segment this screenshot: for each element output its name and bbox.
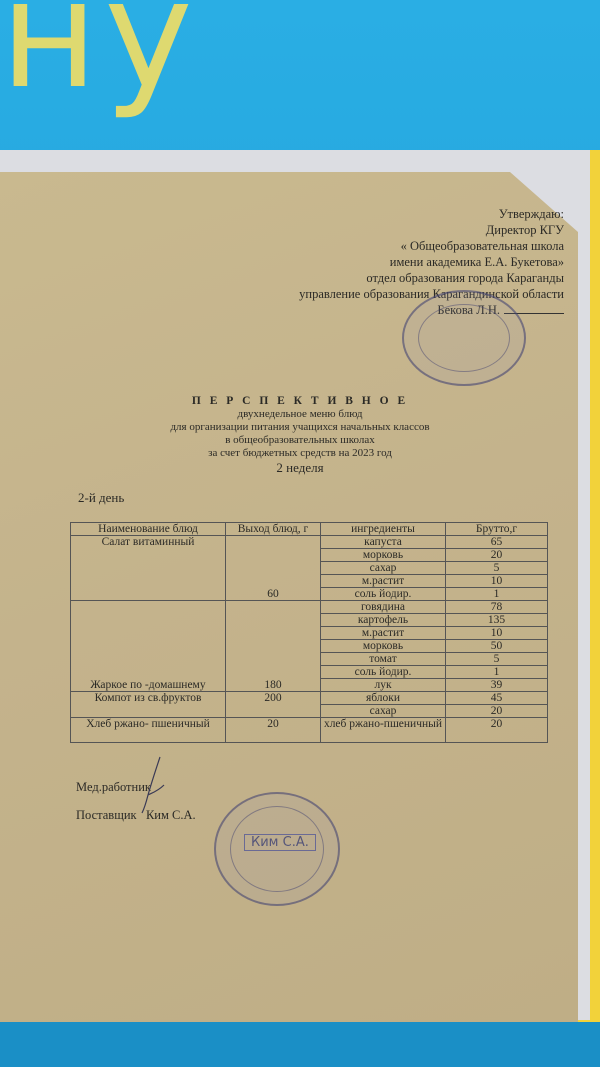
- ingredient: картофель: [321, 614, 446, 627]
- ingredient: соль йодир.: [321, 588, 446, 601]
- document-title: [120, 395, 480, 476]
- week-label: 2 неделя: [276, 460, 324, 475]
- approval-line: отдел образования города Караганды: [366, 271, 564, 285]
- approval-line: « Общеобразовательная школа: [400, 239, 564, 253]
- ingredient: томат: [321, 653, 446, 666]
- stamp-name: Ким С.А.: [244, 834, 316, 851]
- dish-name: Хлеб ржано- пшеничный: [71, 718, 226, 743]
- gross-weight: 1: [446, 666, 548, 679]
- approval-signature-line: Бекова Л.Н.: [299, 302, 564, 318]
- table-row: [71, 692, 548, 705]
- gross-weight: 10: [446, 627, 548, 640]
- gross-weight: 20: [446, 718, 548, 743]
- table-row: [71, 536, 548, 549]
- gross-weight: 50: [446, 640, 548, 653]
- gross-weight: 1: [446, 588, 548, 601]
- gross-weight: 20: [446, 549, 548, 562]
- supplier-signature-label: Поставщик Ким С.А.: [76, 808, 196, 822]
- dish-output: 200: [226, 692, 321, 718]
- ingredient: говядина: [321, 601, 446, 614]
- approval-line: Директор КГУ: [485, 223, 564, 237]
- ingredient: морковь: [321, 640, 446, 653]
- dish-name: Жаркое по -домашнему: [71, 601, 226, 692]
- ingredient: сахар: [321, 705, 446, 718]
- ingredient: м.растит: [321, 627, 446, 640]
- column-header: Выход блюд, г: [226, 523, 321, 536]
- dish-name: Салат витаминный: [71, 536, 226, 601]
- title-line: за счет бюджетных средств на 2023 год: [208, 447, 392, 459]
- ingredient: сахар: [321, 562, 446, 575]
- medic-signature-label: Мед.работник: [76, 780, 151, 794]
- ingredient: хлеб ржано-пшеничный: [321, 718, 446, 743]
- title-line: двухнедельное меню блюд: [237, 408, 363, 420]
- ingredient: лук: [321, 679, 446, 692]
- approval-line: имени академика Е.А. Букетова»: [389, 255, 564, 269]
- ingredient: яблоки: [321, 692, 446, 705]
- title-line: в общеобразовательных школах: [225, 434, 375, 446]
- dish-output: 60: [226, 536, 321, 601]
- column-header: Наименование блюд: [71, 523, 226, 536]
- ingredient: капуста: [321, 536, 446, 549]
- supplier-stamp: [214, 792, 340, 906]
- gross-weight: 78: [446, 601, 548, 614]
- dish-output: 20: [226, 718, 321, 743]
- approval-line: управление образования Карагандинской области: [299, 287, 564, 301]
- dish-output: 180: [226, 601, 321, 692]
- board-bottom: [0, 1022, 600, 1067]
- gross-weight: 20: [446, 705, 548, 718]
- ingredient: м.растит: [321, 575, 446, 588]
- gross-weight: 45: [446, 692, 548, 705]
- day-label: 2-й день: [78, 490, 125, 505]
- title-line: для организации питания учащихся начальных классов: [170, 421, 430, 433]
- column-header: Брутто,г: [446, 523, 548, 536]
- table-row: [71, 718, 548, 743]
- ingredient: соль йодир.: [321, 666, 446, 679]
- board-sign-lettering: ну: [0, 0, 199, 122]
- ingredient: морковь: [321, 549, 446, 562]
- gross-weight: 5: [446, 653, 548, 666]
- gross-weight: 65: [446, 536, 548, 549]
- gross-weight: 39: [446, 679, 548, 692]
- gross-weight: 10: [446, 575, 548, 588]
- menu-table: [70, 522, 548, 743]
- gross-weight: 5: [446, 562, 548, 575]
- approval-line: Утверждаю:: [498, 207, 564, 221]
- title-main: П Е Р С П Е К Т И В Н О Е: [191, 395, 409, 407]
- column-header: ингредиенты: [321, 523, 446, 536]
- table-header-row: [71, 523, 548, 536]
- school-stamp: [402, 290, 526, 386]
- table-row: [71, 601, 548, 614]
- gross-weight: 135: [446, 614, 548, 627]
- dish-name: Компот из св.фруктов: [71, 692, 226, 718]
- handwritten-signature: [138, 755, 168, 815]
